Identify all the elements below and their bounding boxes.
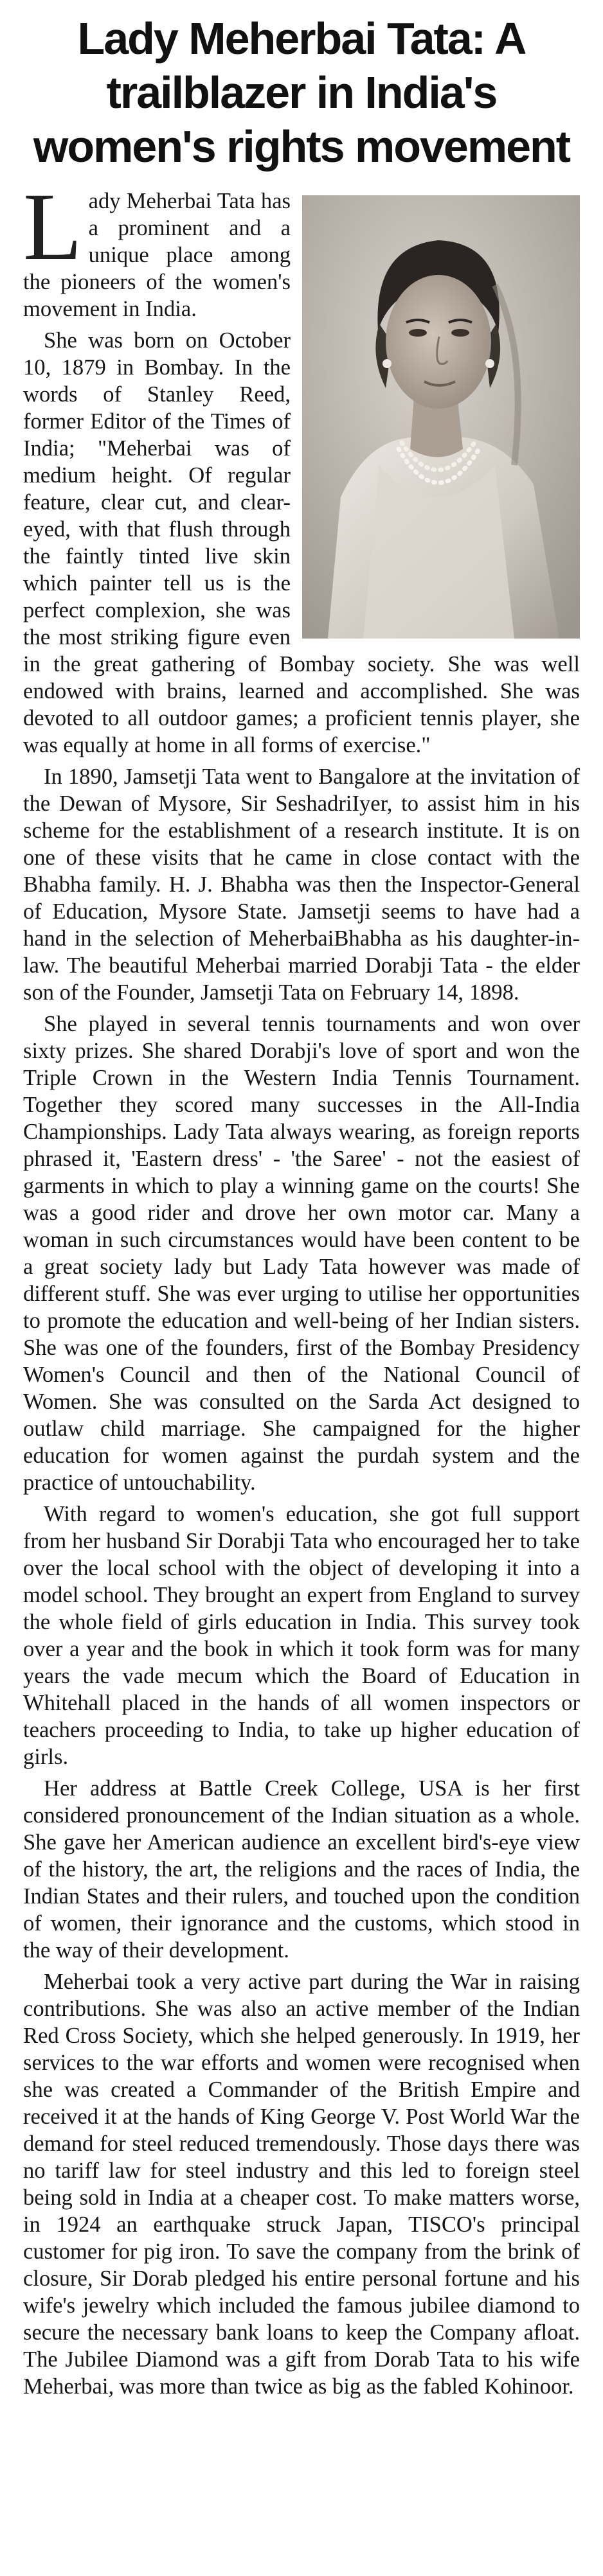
paragraph-tennis: She played in several tennis tournaments and won over sixty prizes. She shared Dorabji's love of sport and won the Triple Crown in the Western India Tennis Tournament. Together they scored many successes in the All-India Championships. Lady Tata always wearing, as foreign reports phrased it, 'Eastern dress' - 'the Saree' - not the easiest of garments in which to play a winning game on the courts! She was a good rider and drove her own motor car. Many a woman in such circumstances would have been content to be a great society lady but Lady Tata however was made of different stuff. She was ever urging to utilise her opportunities to promote the education and well-being of her Indian sisters. She was one of the founders, first of the Bombay Presidency Women's Council and then of the National Council of Women. She was consulted on the Sarda Act designed to outlaw child marriage. She campaigned for the higher education for women against the purdah system and the practice of untouchability. [23, 1012, 580, 1495]
portrait-photo [302, 195, 580, 639]
paragraph-war: Meherbai took a very active part during the War in raising contributions. She was also an active member of the Indian Red Cross Society, which she helped generously. In 1919, her services to the war efforts and women were recognised when she was created a Commander of the British Empire and received it at the hands of King George V. Post World War the demand for steel reduced tremendously. Those days there was no tariff law for steel industry and this led to foreign steel being sold in India at a cheaper cost. To make matters worse, in 1924 an earthquake struck Japan, TISCO's principal customer for pig iron. To save the company from the brink of closure, Sir Dorab pledged his entire personal fortune and his wife's jewelry which included the famous jubilee diamond to secure the necessary bank loans to keep the Company afloat. The Jubilee Diamond was a gift from Dorab Tata to his wife Meherbai, was more than twice as big as the fabled Kohinoor. [23, 1970, 580, 2399]
paragraph-birth: She was born on October 10, 1879 in Bombay. In the words of Stanley Reed, former Editor of the Times of India; "Meherbai was of medium height. Of regular feature, clear cut, and clear-eyed, with that flush through the faintly tinted live skin which painter tell us is the perfect complexion, she was the most striking figure even in the great gathering of Bombay society. She was well endowed with brains, learned and accomplished. She was devoted to all outdoor games; a proficient tennis player, she was equally at home in all forms of exercise." [23, 328, 580, 757]
paragraph-battle-creek: Her address at Battle Creek College, USA is her first considered pronouncement of the Indian situation as a whole. She gave her American audience an excellent bird's-eye view of the history, the art, the religions and the races of India, the Indian States and their rulers, and touched upon the condition of women, their ignorance and the customs, which stood in the way of their development. [23, 1776, 580, 1963]
paragraph-education: With regard to women's education, she got full support from her husband Sir Dorabji Tata who encouraged her to take over the local school with the object of developing it into a model school. They brought an expert from England to survey the whole field of girls education in India. This survey took over a year and the book in which it took form was for many years the vade mecum which the Board of Education in Whitehall placed in the hands of all women inspectors or teachers proceeding to India, to take up higher education of girls. [23, 1502, 580, 1769]
headline: Lady Meherbai Tata: A trailblazer in India's women's rights movement [33, 13, 570, 172]
paragraph-text: ady Meherbai Tata has a prominent and a unique place among the pioneers of the women's movement in India. [23, 189, 291, 321]
portrait-photo-icon [302, 195, 580, 639]
drop-cap: L [23, 173, 82, 280]
article-body [23, 173, 580, 2400]
paragraph-marriage: In 1890, Jamsetji Tata went to Bangalore at the invitation of the Dewan of Mysore, Sir SeshadriIyer, to assist him in his scheme for the establishment of a research institute. It is on one of these visits that he came in close contact with the Bhabha family. H. J. Bhabha was then the Inspector-General of Education, Mysore State. Jamsetji seems to have had a hand in the selection of MeherbaiBhabha as his daughter-in-law. The beautiful Meherbai married Dorabji Tata - the elder son of the Founder, Jamsetji Tata on February 14, 1898. [23, 764, 580, 1005]
